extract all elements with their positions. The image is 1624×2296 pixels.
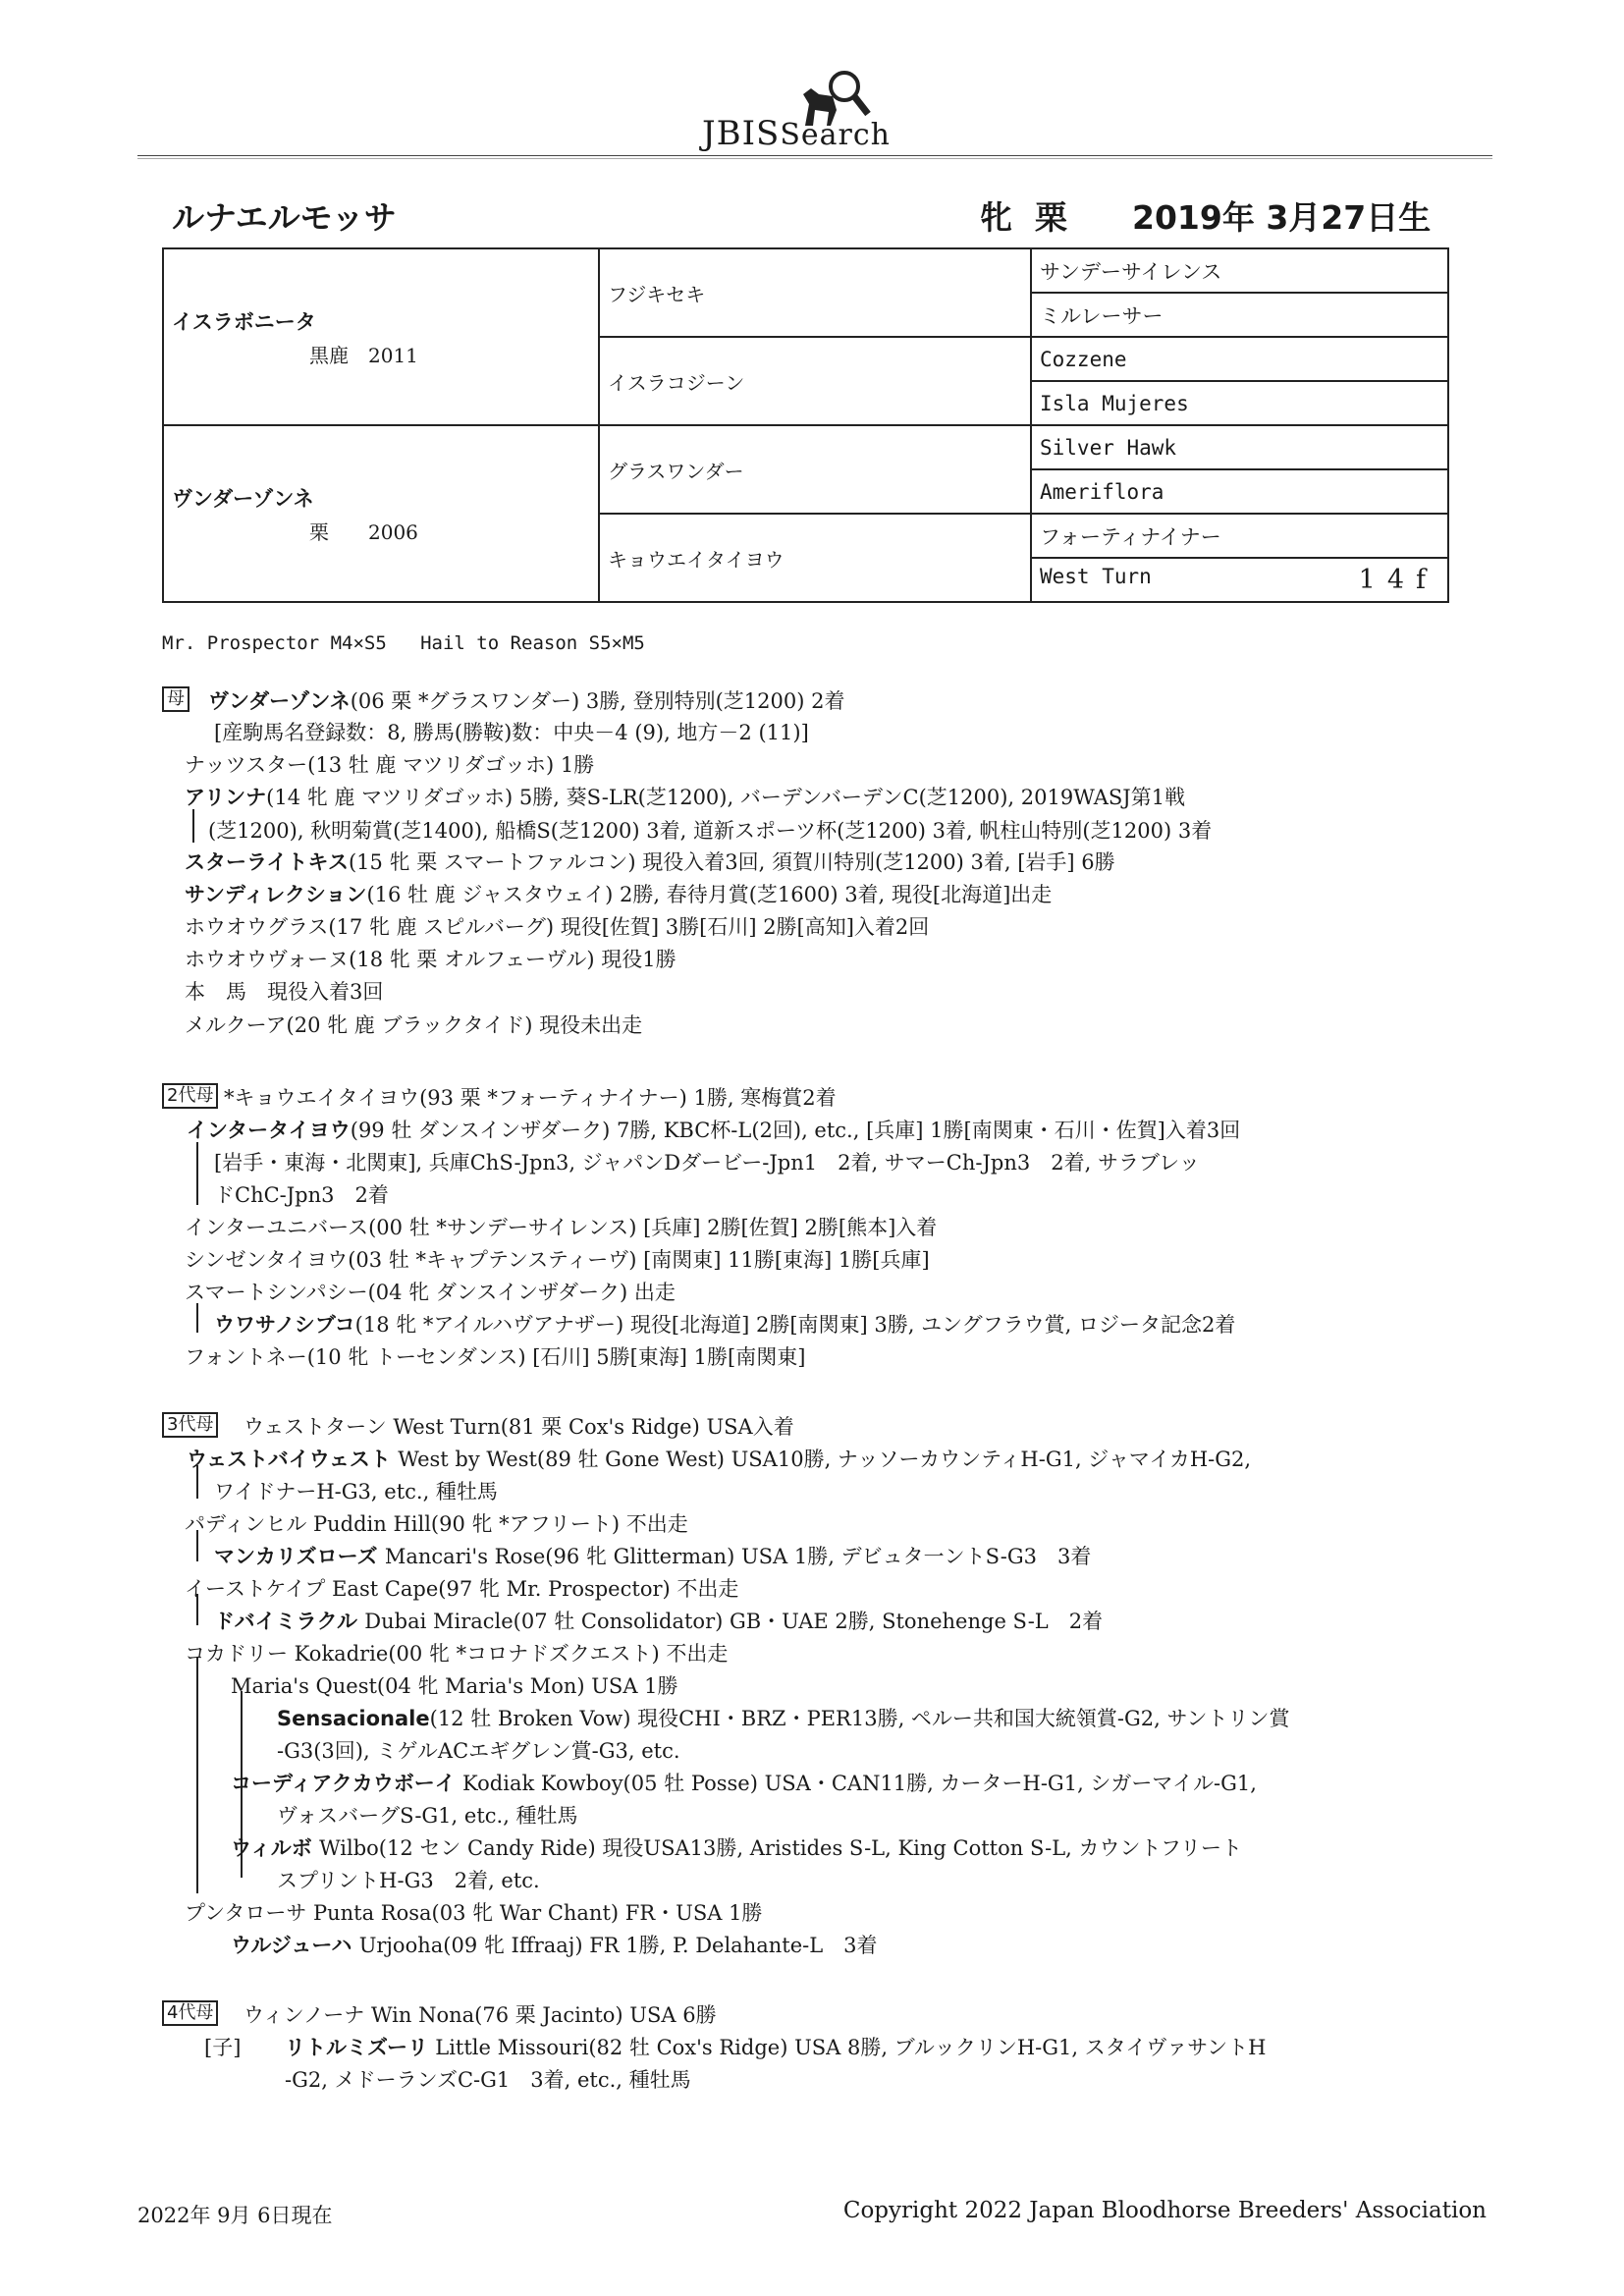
family-line <box>277 1865 540 1894</box>
line-text: -G2, メドーランズC-G1 3着, etc., 種牡馬 <box>285 2068 691 2092</box>
horse-name-bold: マンカリズローズ <box>214 1545 385 1568</box>
family-line <box>185 1212 937 1241</box>
family-line <box>214 1541 1091 1570</box>
family-line <box>185 782 1185 811</box>
horse-info: 牝 栗 2019年 3月27日生 <box>980 198 1432 237</box>
line-text: Maria's Quest(04 牝 Maria's Mon) USA 1勝 <box>231 1674 678 1698</box>
family-line <box>185 1341 805 1371</box>
line-text: パディンヒル Puddin Hill(90 牝 *アフリート) 不出走 <box>185 1512 688 1536</box>
horse-name: ルナエルモッサ <box>172 198 397 237</box>
horse-name-bold: Sensacionale <box>277 1707 430 1730</box>
family-line <box>185 976 383 1006</box>
line-text: Dubai Miracle(07 牡 Consolidator) GB・UAE 2勝, Stonehenge S-L 2着 <box>364 1610 1104 1633</box>
family-line <box>208 815 1212 845</box>
family-line <box>244 1999 717 2029</box>
sire-cell: イスラボニータ 黒鹿 2011 <box>163 248 599 425</box>
line-text: ヴォスバーグS-G1, etc., 種牡馬 <box>277 1804 578 1828</box>
line-text: Little Missouri(82 牡 Cox's Ridge) USA 8勝, ブルックリンH-G1, スタイヴァサントH <box>435 2036 1267 2059</box>
family-line <box>214 1309 1235 1339</box>
line-text: (15 牝 栗 スマートファルコン) 現役入着3回, 須賀川特別(芝1200) 3着, [岩手] 6勝 <box>348 850 1115 874</box>
family-line <box>277 1735 680 1765</box>
inbreeding-note: Mr. Prospector M4×S5 Hail to Reason S5×M5 <box>162 632 645 654</box>
family-line <box>214 1476 498 1505</box>
dam-sire: グラスワンダー <box>599 425 1031 514</box>
line-text: West by West(89 牡 Gone West) USA10勝, ナッソーカウンティH-G1, ジャマイカH-G2, <box>398 1448 1252 1471</box>
g3-5: Silver Hawk <box>1031 425 1448 469</box>
family-line <box>231 1832 1242 1862</box>
line-text: ホウオウヴォーヌ(18 牝 栗 オルフェーヴル) 現役1勝 <box>185 948 677 971</box>
family-line <box>185 1010 642 1039</box>
family-line <box>244 1411 794 1441</box>
line-text: (14 牝 鹿 マツリダゴッホ) 5勝, 葵S-LR(芝1200), バーデンバーデンC(芝1200), 2019WASJ第1戦 <box>266 786 1186 809</box>
line-text: Mancari's Rose(96 牝 Glitterman) USA 1勝, デビュタ一ントS-G3 3着 <box>384 1545 1092 1568</box>
line-text: フォントネー(10 牝 トーセンダンス) [石川] 5勝[東海] 1勝[南関東] <box>185 1345 806 1369</box>
lineage-bar <box>196 1303 198 1333</box>
line-text: スプリントH-G3 2着, etc. <box>277 1869 540 1892</box>
sire-sire: フジキセキ <box>599 248 1031 337</box>
line-text: (18 牝 *アイルハヴアナザー) 現役[北海道] 2勝[南関東] 3勝, ユングフラウ賞, ロジータ記念2着 <box>354 1313 1236 1337</box>
lineage-bar <box>196 1142 198 1205</box>
family-line <box>185 911 929 941</box>
horse-name-bold: ウルジューハ <box>231 1934 359 1957</box>
g3-4: Isla Mujeres <box>1031 381 1448 425</box>
family-line <box>277 1703 1289 1732</box>
pedigree-table <box>162 247 1449 603</box>
g3-3: Cozzene <box>1031 337 1448 381</box>
family-line <box>185 1897 762 1927</box>
as-of-date: 2022年 9月 6日現在 <box>137 2204 333 2227</box>
family-line <box>185 1244 930 1274</box>
section-tag-dam: 母 <box>162 685 189 712</box>
line-text: スマートシンパシー(04 牝 ダンスインザダーク) 出走 <box>185 1281 676 1304</box>
line-text: [産駒馬名登録数：8, 勝馬(勝鞍)数：中央－4 (9), 地方－2 (11)] <box>214 721 809 744</box>
family-line <box>231 1768 1257 1797</box>
family-number: 14f <box>1358 565 1437 595</box>
family-line <box>185 879 1052 908</box>
dam-cell: ヴンダーゾンネ 栗 2006 <box>163 425 599 602</box>
section-tag-2nd-dam: 2代母 <box>162 1082 218 1109</box>
line-text: プンタローサ Punta Rosa(03 牝 War Chant) FR・USA 1勝 <box>185 1901 763 1925</box>
line-text: (99 牡 ダンスインザダーク) 7勝, KBC杯-L(2回), etc., [兵庫] 1勝[南関東・石川・佐賀]入着3回 <box>350 1119 1241 1142</box>
line-text: ドChC-Jpn3 2着 <box>214 1183 389 1207</box>
family-line <box>285 2064 691 2094</box>
horse-name-bold: インタータイヨウ <box>187 1119 351 1142</box>
line-text: 本 馬 現役入着3回 <box>185 980 384 1004</box>
copyright: Copyright 2022 Japan Bloodhorse Breeders' Association <box>842 2198 1487 2223</box>
line-text: [岩手・東海・北関東], 兵庫ChS-Jpn3, ジャパンDダービー-Jpn1 2着, サマーCh-Jpn3 2着, サラブレッ <box>214 1151 1200 1175</box>
family-line <box>277 1800 578 1830</box>
horse-name-bold: ウィルボ <box>231 1836 320 1860</box>
line-text: ナッツスター(13 牡 鹿 マツリダゴッホ) 1勝 <box>185 753 595 777</box>
line-text: コカドリー Kokadrie(00 牝 *コロナドズクエスト) 不出走 <box>185 1642 729 1666</box>
g3-1: サンデーサイレンス <box>1031 248 1448 293</box>
sire-dam: イスラコジーン <box>599 337 1031 425</box>
line-text: ホウオウグラス(17 牝 鹿 スピルバーグ) 現役[佐賀] 3勝[石川] 2勝[高知]入着2回 <box>185 915 930 939</box>
jbis-logo: JBISSearch <box>702 65 938 153</box>
g3-6: Ameriflora <box>1031 469 1448 514</box>
g3-8: West Turn 14f <box>1031 558 1448 602</box>
family-line <box>224 1082 837 1112</box>
g3-7: フォーティナイナー <box>1031 514 1448 558</box>
family-line <box>185 944 677 973</box>
line-text: ワイドナーH-G3, etc., 種牡馬 <box>214 1480 498 1503</box>
child-tag: [子] <box>204 2036 242 2059</box>
family-line <box>231 1670 678 1700</box>
lineage-bar <box>192 809 194 843</box>
line-text: *キョウエイタイヨウ(93 栗 *フォーティナイナー) 1勝, 寒梅賞2着 <box>224 1086 837 1110</box>
line-text: インターユニバース(00 牡 *サンデーサイレンス) [兵庫] 2勝[佐賀] 2勝[熊本]入着 <box>185 1216 938 1239</box>
family-line <box>187 1444 1251 1473</box>
dam-dam: キョウエイタイヨウ <box>599 514 1031 602</box>
line-text: Wilbo(12 セン Candy Ride) 現役USA13勝, Aristides S-L, King Cotton S-L, カウントフリート <box>319 1836 1243 1860</box>
family-line <box>214 1147 1200 1176</box>
section-tag-3rd-dam: 3代母 <box>162 1411 218 1438</box>
line-text: (16 牡 鹿 ジャスタウェイ) 2勝, 春待月賞(芝1600) 3着, 現役[北海道]出走 <box>366 883 1053 906</box>
horse-name-bold: リトルミズーリ <box>285 2036 436 2059</box>
family-line <box>231 1930 878 1959</box>
horse-name-bold: ヴンダーゾンネ <box>208 689 351 713</box>
family-line <box>214 717 809 746</box>
line-text: ウェストターン West Turn(81 栗 Cox's Ridge) USA入着 <box>244 1415 794 1439</box>
line-text: (12 牡 Broken Vow) 現役CHI・BRZ・PER13勝, ペルー共和国大統領賞-G2, サントリン賞 <box>429 1707 1290 1730</box>
line-text: イーストケイプ East Cape(97 牝 Mr. Prospector) 不出走 <box>185 1577 739 1601</box>
horse-name-bold: ウェストバイウェスト <box>187 1448 399 1471</box>
line-text: Kodiak Kowboy(05 牡 Posse) USA・CAN11勝, カーターH-G1, シガーマイル-G1, <box>462 1772 1257 1795</box>
family-line <box>187 1115 1240 1144</box>
family-line <box>285 2032 1266 2061</box>
line-text: Urjooha(09 牝 Iffraaj) FR 1勝, P. Delahante-L 3着 <box>358 1934 878 1957</box>
line-text: (06 栗 *グラスワンダー) 3勝, 登別特別(芝1200) 2着 <box>350 689 845 713</box>
horse-name-bold: ドバイミラクル <box>214 1610 365 1633</box>
family-line <box>185 1573 738 1603</box>
line-text: (芝1200), 秋明菊賞(芝1400), 船橋S(芝1200) 3着, 道新スポーツ杯(芝1200) 3着, 帆柱山特別(芝1200) 3着 <box>208 819 1213 843</box>
family-line <box>185 749 594 779</box>
horse-name-bold: ウワサノシブコ <box>214 1313 355 1337</box>
family-line <box>214 1179 389 1209</box>
family-line <box>185 1277 676 1306</box>
line-text: シンゼンタイヨウ(03 牡 *キャプテンスティーヴ) [南関東] 11勝[東海] 1勝[兵庫] <box>185 1248 930 1272</box>
family-line <box>185 1508 688 1538</box>
section-tag-4th-dam: 4代母 <box>162 1999 218 2026</box>
g3-2: ミルレーサー <box>1031 293 1448 337</box>
family-line <box>185 1638 728 1667</box>
family-line <box>214 1606 1103 1635</box>
horse-name-bold: サンディレクション <box>185 883 367 906</box>
header-rule <box>137 155 1492 159</box>
line-text: -G3(3回), ミゲルACエギグレン賞-G3, etc. <box>277 1739 680 1763</box>
horse-name-bold: スターライトキス <box>185 850 349 874</box>
family-line <box>185 847 1115 876</box>
line-text: ウィンノーナ Win Nona(76 栗 Jacinto) USA 6勝 <box>244 2003 717 2027</box>
horse-name-bold: コーディアクカウボーイ <box>231 1772 463 1795</box>
horse-name-bold: アリンナ <box>185 786 267 809</box>
line-text: メルクーア(20 牝 鹿 ブラックタイド) 現役未出走 <box>185 1013 643 1037</box>
lineage-bar <box>196 1658 198 1893</box>
family-line <box>208 685 844 715</box>
